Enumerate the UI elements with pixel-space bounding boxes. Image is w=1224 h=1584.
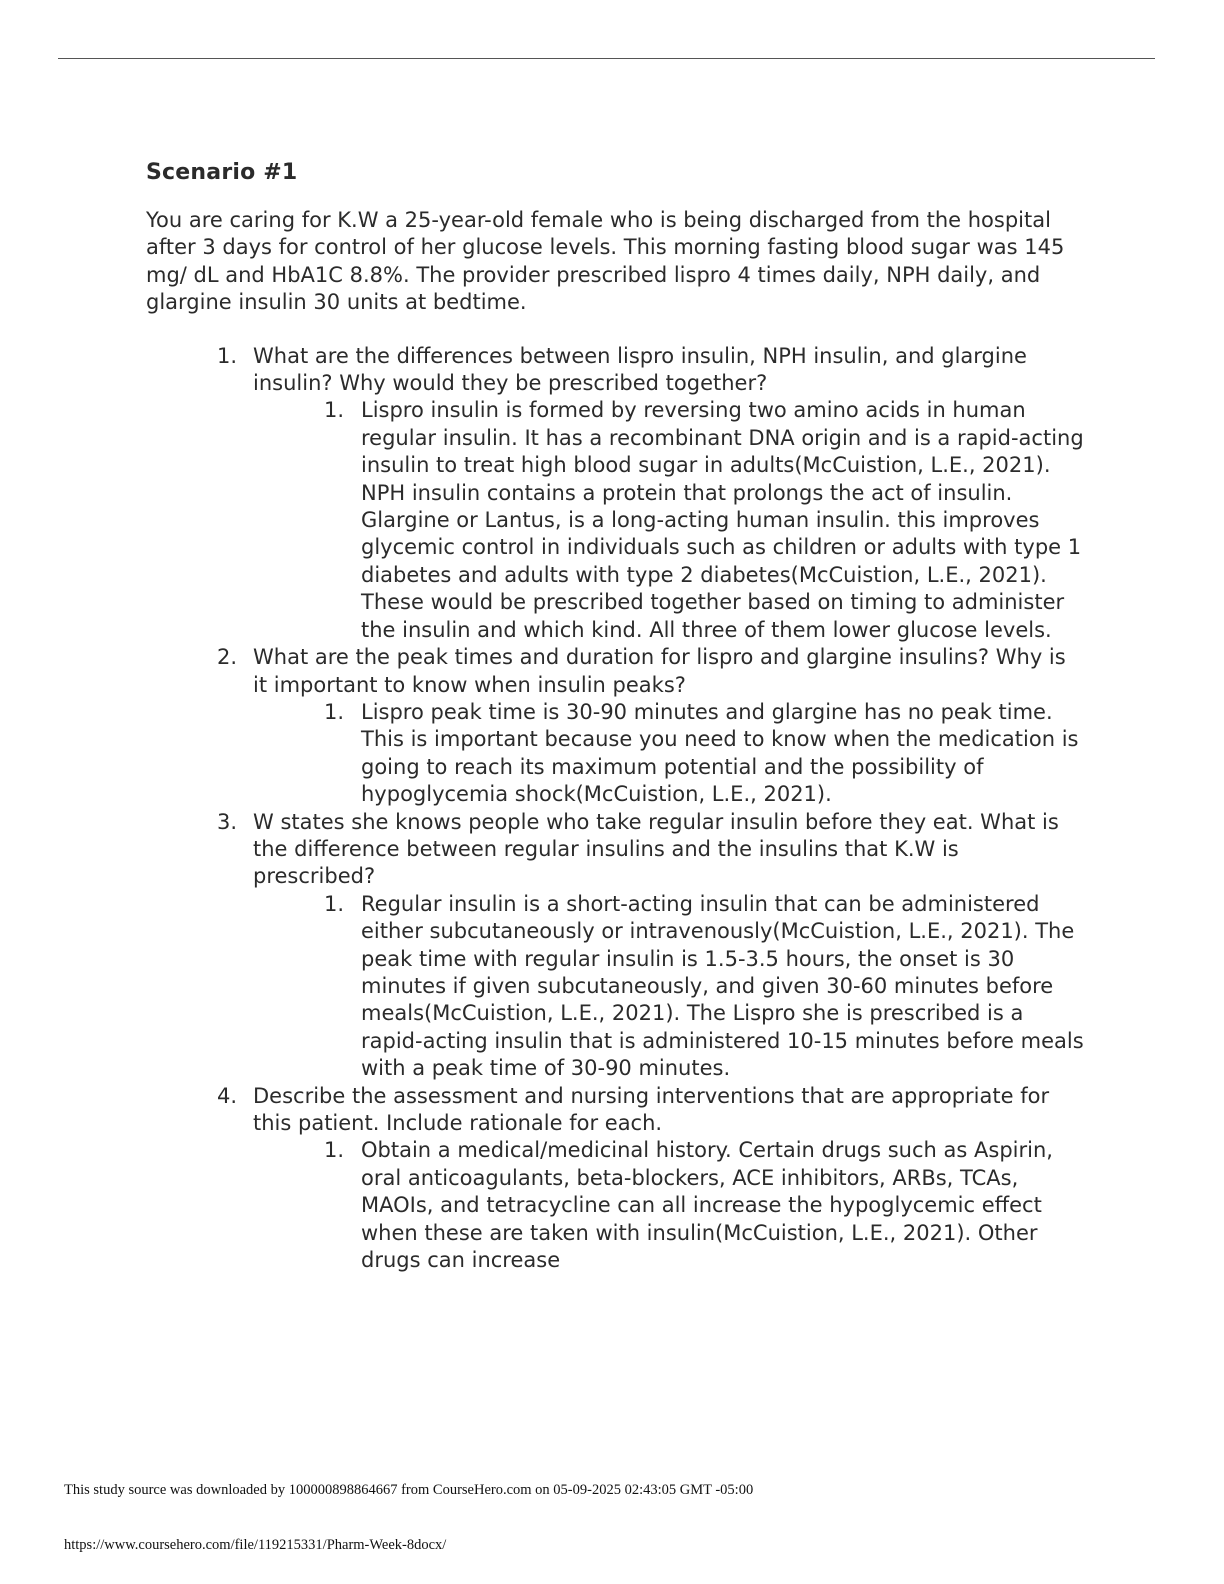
question-number: 4. xyxy=(217,1083,238,1108)
answer-text: Lispro insulin is formed by reversing two amino acids in human regular insulin. It has a recombinant DNA origin and is a rapid-acting insulin to treat high blood sugar in adults(McCuistion, L.E., 2021). NPH insulin contains a protein that prolongs the act of insulin. Glargine or Lantus, is a long-acting human insulin. this improves glycemic control in individuals such as children or adults with type 1 diabetes and adults with type 2 diabetes(McCuistion, L.E., 2021). These would be prescribed together based on timing to administer the insulin and which kind. All three of them lower glucose levels. xyxy=(361,398,1084,642)
download-notice: This study source was downloaded by 100000898864667 from CourseHero.com on 05-09-2025 02:43:05 GMT -05:00 xyxy=(64,1482,754,1498)
answer-text: Lispro peak time is 30-90 minutes and glargine has no peak time. This is important because you need to know when the medication is going to reach its maximum potential and the possibility of hypoglycemia shock(McCuistion, L.E., 2021). xyxy=(361,699,1079,807)
question-item xyxy=(146,343,1086,644)
header-rule xyxy=(58,58,1155,59)
question-item xyxy=(146,809,1086,1083)
answer-number: 1. xyxy=(324,1138,345,1163)
question-text: What are the differences between lispro insulin, NPH insulin, and glargine insulin? Why would they be prescribed together? xyxy=(253,343,1027,396)
answer-item xyxy=(253,699,1086,809)
answer-text: Regular insulin is a short-acting insulin that can be administered either subcutaneously or intravenously(McCuistion, L.E., 2021). The peak time with regular insulin is 1.5-3.5 hours, the onset is 30 minutes if given subcutaneously, and given 30-60 minutes before meals(McCuistion, L.E., 2021). The Lispro she is prescribed is a rapid-acting insulin that is administered 10-15 minutes before meals with a peak time of 30-90 minutes. xyxy=(361,891,1084,1081)
question-number: 1. xyxy=(217,343,238,368)
source-url[interactable]: https://www.coursehero.com/file/119215331/Pharm-Week-8docx/ xyxy=(64,1537,447,1553)
answer-item xyxy=(253,1137,1086,1274)
question-number: 2. xyxy=(217,645,238,670)
scenario-intro: You are caring for K.W a 25-year-old female who is being discharged from the hospital after 3 days for control of her glucose levels. This morning fasting blood sugar was 145 mg/ dL and HbA1C 8.8%. The provider prescribed lispro 4 times daily, NPH daily, and glargine insulin 30 units at bedtime. xyxy=(146,208,1065,315)
question-text: W states she knows people who take regular insulin before they eat. What is the difference between regular insulins and the insulins that K.W is prescribed? xyxy=(253,809,1059,889)
question-text: What are the peak times and duration for lispro and glargine insulins? Why is it important to know when insulin peaks? xyxy=(253,645,1066,697)
answer-item xyxy=(253,397,1086,644)
answer-number: 1. xyxy=(324,891,345,916)
scenario-heading: Scenario #1 xyxy=(146,160,298,185)
question-list xyxy=(146,343,1086,1275)
question-item xyxy=(146,1083,1086,1275)
question-text: Describe the assessment and nursing interventions that are appropriate for this patient. Include rationale for each. xyxy=(253,1083,1050,1135)
answer-text: Obtain a medical/medicinal history. Certain drugs such as Aspirin, oral anticoagulants, beta-blockers, ACE inhibitors, ARBs, TCAs, MAOIs, and tetracycline can all increase the hypoglycemic effect when these are taken with insulin(McCuistion, L.E., 2021). Other drugs can increase xyxy=(361,1138,1053,1273)
document-body xyxy=(146,160,1086,1274)
answer-number: 1. xyxy=(324,699,345,724)
question-item xyxy=(146,644,1086,808)
answer-number: 1. xyxy=(324,398,345,423)
question-number: 3. xyxy=(217,809,238,834)
answer-item xyxy=(253,891,1086,1083)
